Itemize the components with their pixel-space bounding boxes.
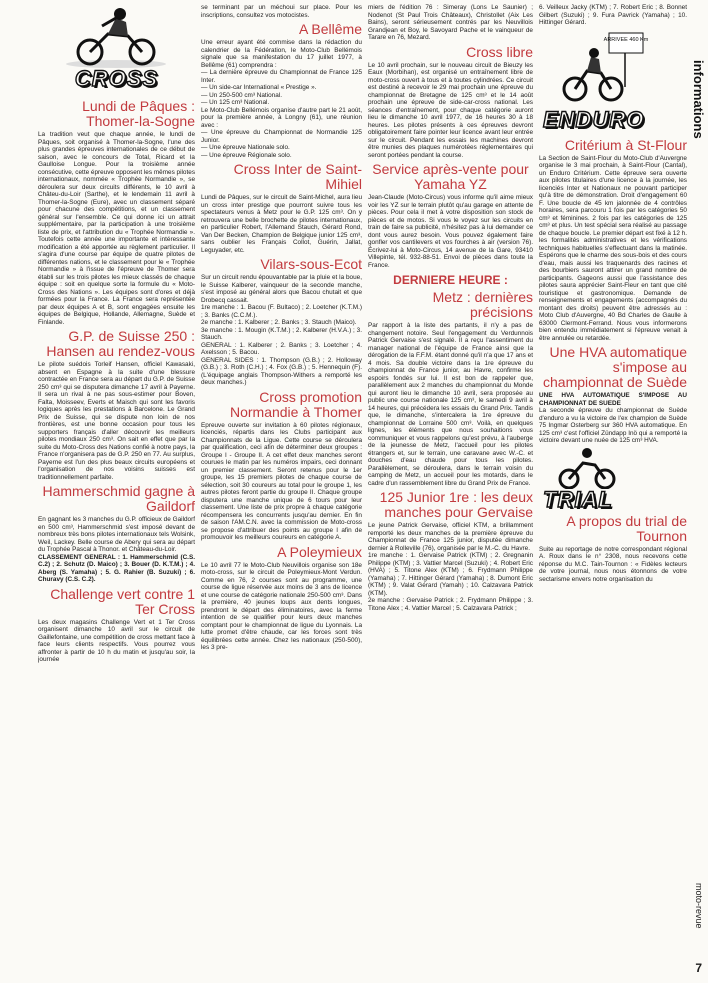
motocross-rider-illustration [38,4,195,74]
article-body-poleymieux: Le 10 avril 77 le Moto-Club Neuvillois organise son 18e moto-cross, sur le circuit de Poleymieux-Mont Verdun. Comme en 76, 2 courses sont au programme, une course de ligue réservée aux moins de 3 ans de licence et une course de catégorie nationale 250-500 cm³. Dans la première, 40 jeunes loups aux dents longues, prendront le départ des éliminatoires, avec la ferme intention de se qualifier pour leurs deux manches comptant pour le championnat de ligue du Lyonnais. La lutte promet d'être chaude, car les forces sont très équilibrées cette année. Chez les nationaux (250-500), les 3 pre- [201,561,362,651]
article-body-thomer: La tradition veut que chaque année, le lundi de Pâques, soit organisé à Thomer-la-Sogne, l'une des plus grandes épreuves internationales de ce début de saison, avec le concours de Total, Ricard et la Gaulloise Longue. Pour la troisième année consécutive, cette épreuve opposent les mêmes pilotes internationaux, nommée « Trophée Normandie », se déroulera sur deux circuits différents, le 10 avril à Châteu-du-Loir (Sarthe), et le lendemain 11 avril à Thomer-la-Sogne (Eure), avec un classement séparé pour chacune des compétitions, et un classement général sur l'ensemble. Ce qui donne ici un attrait supplémentaire, par la participation à une troisième liste de prix, et l'attribution du « Trophée Normandie ». Toutefois cette année une importante et intéressante modification a été apportée au règlement particulier. Il s'agira d'une course par équipe de quatre pilotes de différentes nations, et le classement pour le « Trophée Normandie » à l'issue de l'épreuve de Thomer sera établi sur les trois pilotes les mieux classés de chaque équipe : soit en quelque sorte la formule du « Moto-Cross des Nations ». Les équipes sont d'ores et déjà formées pour la France. La France sera représentée par deux équipes A et B, sont engagées ensuite les équipes de Belgique, Hollande, Allemagne, Suède et Finlande. [38,131,195,326]
article-title-saint-mihiel: Cross Inter de Saint-Mihiel [233,161,362,192]
article-title-metz: Metz : dernières précisions [432,289,533,320]
article-body-hva: La seconde épreuve du championnat de Suède d'enduro a vu la victoire de l'ex champion de Suède 75 Ingmar Osterberg sur 360 HVA automatique. En 125 cm³ c'est l'officiel Zündapp Inö qui a remporté la victoire devant une nuée de 125 cm³ HVA. [539,407,687,444]
article-title-cross-libre: Cross libre [466,43,533,60]
article-title-st-flour: Critérium à St-Flour [564,136,687,153]
enduro-logo-block [539,27,687,135]
magazine-footer-text: moto-revue [694,883,704,929]
article-body-saint-mihiel: Lundi de Pâques, sur le circuit de Saint-Michel, aura lieu un cross inter prestige que pourront suivre tous les spectateurs venus à Metz pour le G.P. 125 cm³. On y retrouvera une belle brochette de pilotes internationaux, en particulier Robert, l'Allemand Stauch, Gérard Rond, Van Der Becken, Champion de Belgique junior 125 cm³, sans oublier les Français Collot, Guérin, Jallat, Leguyader, etc. [201,194,362,254]
column-1 [38,4,195,979]
article-title-vilars: Vilars-sous-Ecot [260,256,362,272]
article-title-125-junior: 125 Junior 1re : les deux manches pour Gervaise [379,489,533,520]
cross-logo-block [38,4,195,96]
article-body-belleme: Une erreur ayant été commise dans la rédaction du calendrier de la Fédération, le Moto-Club Bellémois signale que sa manifestation du 17 juillet 1977, à Bellême (61) comprendra : — La dernière épreuve du Championnat de France 125 Inter. — Un side-car International « Prestige ». — Un 250-500 cm³ National. — Un 125 cm³ National. Le Moto-Club Bellémois organise d'autre part le 21 août, pour la première année, à Longny (61), une réunion avec : — Une épreuve du Championnat de Normandie 125 Junior. — Une épreuve Nationale solo. — Une épreuve Régionale solo. [201,39,362,159]
column-2-intro: se terminant par un méchoui sur place. Pour les inscriptions, consultez vos motocistes. [201,4,362,19]
column-3-intro: miers de l'édition 76 : Simeray (Lons Le Saunier) ; Nodenot (St Paul Trois Châteaux), Christollet (Aix Les Bains), seront sérieusement contrés par les Neuvillois Grandjean et Boy, le Savoyard Pache et le vainqueur de Tarare en 76, Mezard. [368,4,533,41]
trial-logo-block [539,445,687,511]
article-title-thomer: Lundi de Pâques : Thomer-la-Sogne [82,98,195,129]
column-2 [201,4,362,979]
trial-rider-illustration [539,445,667,489]
article-body-st-flour: La Section de Saint-Flour du Moto-Club d'Auvergne organise le 3 mai prochain, à Saint-Flour (Cantal), un Enduro Critérium. Cette épreuve sera ouverte aux pilotes titulaires d'une licence à la journée, les licenciés Inter et Nationaux ne pouvant participer qu'à titre de démonstration. Droit d'engagement 60 F. Une boucle de 45 km jalonnée de 4 contrôles horaires, sera parcouru 1 fois par les catégories 50 cm³ et féminines. 2 fois par les catégories de 125 cm³ et plus. Un test spécial sera réalisé au passage de chaque boucle. Le premier départ est fixé à 12 h. les formalités administratives et les vérifications techniques habituelles s'effectuant dans la matinée. Espérons que le charme des sous-bois et des cours d'eau, mais aussi les traquenards des racines et des bourbiers sauront attirer un grand nombre de participants. Gageons aussi que l'assistance des pilotes saura apprécier Saint-Fleur en tant que cité touristique et gastronomique. Demande de renseignements et engagements (accompagnés du montant des droits) peuvent être adressés au : Moto Club d'Auvergne, 40 Bd Charles de Gaulle à 63000 Clermont-Ferrand. Nous vous informerons bien entendu immédiatement si l'épreuve venait à être annulée ou retardée. [539,154,687,342]
article-lead-hva: UNE HVA AUTOMATIQUE S'IMPOSE AU CHAMPIONNAT DE SUEDE [539,392,687,407]
section-side-label-text: informations [691,60,706,139]
article-body-125-junior: Le jeune Patrick Gervaise, officiel KTM, a brillamment remporté les deux manches de la première épreuve du Championnat de France 125 junior, disputée dimanche dernier à Rolleville (76), organisée par le M.-C. du Havre. 1re manche : 1. Gervaise Patrick (KTM) ; 2. Gregnanin Philippe (KTM) ; 3. Vattier Marcel (Suzuki) ; 4. Robert Eric (HVA) ; 5. Titone Alex (KTM) ; 6. Frydmann Philippe (Yamaha) ; 7. Hittinger Gérard (Yamaha) ; 8. Dumont Eric (KTM) ; 9. Valat Gérard (Yamah) ; 10. Calzavara Patrick (KTM). 2e manche : Gervaise Patrick ; 2. Frydmann Philippe ; 3. Titone Alex ; 4. Vattier Marcel ; 5. Calzavara Patrick ; [368,522,533,612]
article-body-gaildorf: En gagnant les 3 manches du G.P. officieux de Gaildorf en 500 cm³, Hammerschmid s'est imposé devant de nombreux très bons pilotes internationaux tels Wolsink, Weil, Lackey. Belle course de Abery qui sera au départ du Trophée Pascal à Thonor. et Château-du-Loir. [38,516,195,553]
trial-logo-text: TRIAL [543,486,613,512]
enduro-logo-text: ENDURO [543,106,645,132]
article-title-gaildorf: Hammerschmid gagne à Gaildorf [42,483,195,514]
magazine-footer-label [690,883,704,953]
derniere-heure-label: DERNIERE HEURE : [393,273,508,287]
article-body-cross-promotion: Epreuve ouverte sur invitation à 60 pilotes régionaux, licenciés, répartis dans les Clubs participant aux Championnats de la Ligue. Cette course se déroulera par qualification, ceci afin de déterminer deux groupes : Groupe I - Groupe II. A cet effet deux manches seront courues le matin par les numéros impairs, ceci donnant un premier classement. Seront retenus pour le 1er groupe, les 15 premiers pilotes de chaque course de sélection, soit 30 coureurs au total pour le groupe 1, les autres pilotes feront partie du groupe II. Chaque groupe disputera une manche unique de 6 tours pour leur classement. Une liste de prix propre à chaque catégorie récompensera les concurrents jusqu'au dernier. En fin de saison l'AM.C.N. avec la commission de Moto-cross se propose d'attribuer des points au groupe I afin de promouvoir les meilleurs coureurs en catégorie A. [201,421,362,541]
article-title-suisse: G.P. de Suisse 250 : Hansen au rendez-vous [46,328,195,359]
article-body-vilars: Sur un circuit rendu épouvantable par la pluie et la boue, le Suisse Kalberer, vainqueur de la seconde manche, s'est imposé au général alors que Bacou chutait et que Drobecq cassait. 1re manche : 1. Bacou (F. Bultaco) ; 2. Loetcher (K.T.M.) ; 3. Banks (C.C.M.). 2e manche : 1. Kalberer ; 2. Banks ; 3. Stauch (Maico). 3e manche : 1. Mougin (K.T.M.) ; 2. Kalberer (H.V.A.) ; 3. Stauch. GENERAL : 1. Kalberer ; 2. Banks ; 3. Loetcher ; 4. Axelsson ; 5. Bacou. GENERAL SIDES : 1. Thompson (G.B.) ; 2. Holloway (G.B.) ; 3. Roth (C.H.) ; 4. Fox (G.B.) ; 5. Hennequin (F). (L'équipage anglais Thompson-Withers a remporté les deux manches.) [201,274,362,386]
article-title-poleymieux: A Poleymieux [277,543,362,560]
article-title-challenge-vert: Challenge vert contre 1 Ter Cross [50,585,195,617]
article-title-cross-promotion: Cross promotion Normandie à Thomer [229,388,362,420]
article-body-challenge-vert: Les deux magasins Challenge Vert et 1 Ter Cross organisent dimanche 10 avril sur le circuit de Gaillefontaine, une compétition de cross mettant face à face leurs clients respectifs. Vous pourrez vous affronter à partir de 10 h du matin et jusqu'au soir, la journée [38,618,195,663]
article-body-yamaha: Jean-Claude (Moto-Circus) vous informe qu'il aime mieux voir les YZ sur le terrain plutôt qu'au garage en attente de pièces. Pour cela il met à votre disposition son stock de pièces et de motos. Si vous le voyez sur les circuits en train de faire sa publicité, n'hésitez pas à lui demander ce dont vous aurez besoin. Vous pouvez également faire gonfler vos cantilevers et vos fourches à air (version 76). Écrivez-lui à Moto-Circus, 14 avenue de la Gare, 93410 Villepinte, tél. 932-88-51. Envoi de pièces dans toute la France. [368,194,533,269]
article-body-cross-libre: Le 10 avril prochain, sur le nouveau circuit de Bieuzy les Eaux (Morbihan), est organisé un entraînement libre de moto-cross ouvert à tous et à toutes cylindrées. Ce circuit est destiné à recevoir le 29 mai prochain une épreuve du championnat de Bretagne de 125 cm³ et le 14 août prochain une épreuve de side-car-cross national. Les séances d'entraînement, pour chaque catégorie auront lieu le dimanche 10 avril 1977, de 16 heures 30 à 18 heures. Les pilotes présents à ces épreuves devront obligatoirement faire pointer leur licence avant leur entrée sur le circuit. Pendant les essais les machines devront être munies des plaques numérotées réglementaires qui seront portées pendant la course. [368,61,533,159]
article-title-tournon: A propos du trial de Tournon [566,512,687,544]
page-number: 7 [695,961,702,975]
section-side-label [690,60,706,170]
arrival-sign-text: ARRIVEE 460 Km [603,36,649,43]
article-title-belleme: A Bellême [298,21,362,37]
article-body-tournon: Suite au reportage de notre correspondant régional A. Roux dans le n° 2308, nous recevons cette réponse du M.C. Tain-Tournon : « Fidèles lecteurs de votre journal, nous nous étonnons de votre sectarisme envers notre organisation du [539,545,687,583]
article-body-metz: Par rapport à la liste des partants, il n'y a pas de changement notoire. Seul l'engagement du Verdunnois Patrick Gervaise s'est signalé. Il a reçu l'assentiment du manager national de l'équipe de France ainsi que la dérogation de la F.F.M. étant donné qu'il n'a que 17 ans et 4 mois. Sa double victoire dans la 1re épreuve du championnat de France junior, au Havre, confirme les espoirs fondés sur lui. Il est bon de rappeler que, parallèlement aux 2 manches du championnat du Monde qui auront lieu le dimanche 10 avril, sera proposée au public une course nationale 125 cm³, le samedi 9 avril à 14 heures, qui précédera les essais du Grand Prix. Tandis que, le dimanche, s'intercalera la 1re épreuve du championnat de Lorraine 500 cm³. Voilà, en quelques lignes, les éléments que nous souhaitions vous communiquer et vous rappelons qu'est prévu, à l'auberge de la jeunesse de Metz, l'accueil pour les pilotes étrangers et, sur le terrain, une caravane avec W.-C. et douches d'eau chaude pour tous les pilotes. Parallèlement, se déroulera, dans le terrain voisin du camping de Metz, un accueil pour les motards, dans le cadre d'un rassemblement libre du Grand Prix de France. [368,322,533,487]
article-title-hva: Une HVA automatique s'impose au championnat de Suède [543,344,687,390]
article-title-yamaha: Service après-vente pour Yamaha YZ [372,161,529,192]
article-body-suisse: Le pilote suédois Torleif Hansen, officiel Kawasaki, absent en Espagne à la suite d'une blessure contractée en France sera au départ du G.P. de Suisse 250 cm³ qui se disputera dimanche 17 avril à Payerne. Il sera un rival à ne pas sous-estimer pour Boven, Falta, Moisseev, Everts et Maisch qui sont les favoris logiques après les prestations à Barcelone. Le Grand Prix de Suisse, qui se dispute non loin de nos frontières, est une bonne occasion pour tous les supporters français d'aller découvrir les meilleurs pilotes mondiaux 250 cm³. On sait en effet que par la suite du Moto-Cross des Nations confié à notre pays, la France n'organisera pas de G.P. 250 en 77. Au surplus, Payerne est l'un des plus beaux circuits européens et l'organisation de nos voisins suisses est traditionnellement parfaite. [38,361,195,481]
enduro-rider-illustration [539,27,667,107]
article-results-gaildorf: CLASSEMENT GENERAL : 1. Hammerschmid (C.S. C.2) ; 2. Schutz (D. Maico) ; 3. Bouer (D. K.T.M.) ; 4. Aberg (S. Yamaha) ; 5. G. Rahier (B. Suzuki) ; 6. Churavy (C.S. C.2). [38,553,195,583]
column-3 [368,4,533,979]
column-4 [539,4,687,979]
cross-logo-text: CROSS [74,66,159,91]
column-4-intro: 6. Veilleux Jacky (KTM) ; 7. Robert Eric ; 8. Bonnet Gilbert (Suzuki) ; 9. Fura Pavrick (Yamaha) ; 10. Hittinger Gérard. [539,4,687,26]
